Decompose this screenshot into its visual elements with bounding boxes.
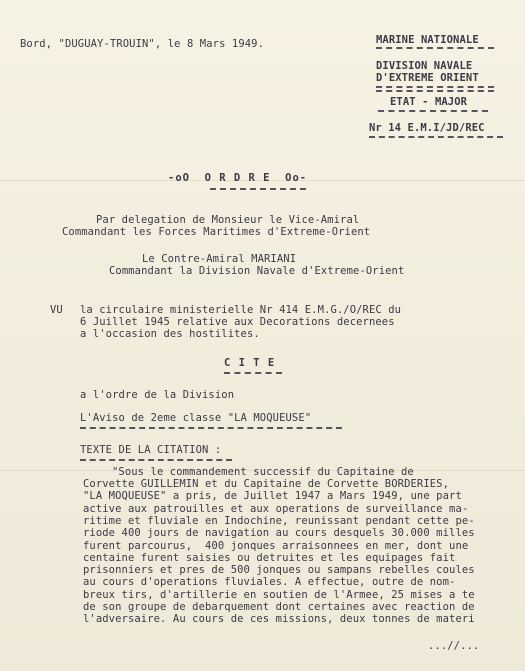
ship-underline bbox=[80, 427, 342, 429]
cite-heading: C I T E bbox=[224, 357, 276, 369]
citation-heading-underline bbox=[80, 459, 232, 461]
citation-line: breux tirs, d'artillerie en soutien de l'Armee, 25 mises a te bbox=[83, 589, 475, 601]
org-underline bbox=[378, 110, 488, 112]
citation-line: riode 400 jours de navigation au cours desquels 30.000 milles bbox=[83, 527, 475, 539]
citation-line: furent parcourus, 400 jonques arraisonnees en mer, dont une bbox=[83, 540, 469, 552]
citation-line: "Sous le commandement successif du Capitaine de bbox=[112, 466, 414, 478]
order-of-division: a l'ordre de la Division bbox=[80, 389, 235, 401]
citation-line: prisonniers et pres de 500 jonques ou sampans rebelles coules bbox=[83, 564, 475, 576]
place-date: Bord, "DUGUAY-TROUIN", le 8 Mars 1949. bbox=[20, 38, 265, 50]
citation-line: ritime et fluviale en Indochine, reunissant pendant cette pe- bbox=[83, 515, 475, 527]
ship-name: L'Aviso de 2eme classe "LA MOQUEUSE" bbox=[80, 412, 312, 424]
org-line-1: MARINE NATIONALE bbox=[376, 34, 479, 46]
vu-line-2: 6 Juillet 1945 relative aux Decorations decernees bbox=[80, 316, 395, 328]
org-underline bbox=[376, 47, 494, 49]
reference-underline bbox=[369, 136, 503, 138]
org-line-3: D'EXTREME ORIENT bbox=[376, 72, 479, 84]
citation-line: de son groupe de debarquement dont certaines avec reaction de bbox=[83, 601, 475, 613]
admiral-line-1: Le Contre-Amiral MARIANI bbox=[142, 253, 297, 265]
delegation-line-2: Commandant les Forces Maritimes d'Extreme-Orient bbox=[62, 226, 371, 238]
admiral-line-2: Commandant la Division Navale d'Extreme-Orient bbox=[109, 265, 405, 277]
citation-heading: TEXTE DE LA CITATION : bbox=[80, 444, 222, 456]
vu-label: VU bbox=[50, 304, 63, 316]
org-line-4: ETAT - MAJOR bbox=[390, 96, 468, 108]
reference-number: Nr 14 E.M.I/JD/REC bbox=[369, 122, 485, 134]
vu-line-3: a l'occasion des hostilites. bbox=[80, 328, 260, 340]
delegation-line-1: Par delegation de Monsieur le Vice-Amiral bbox=[96, 214, 360, 226]
org-line-2: DIVISION NAVALE bbox=[376, 60, 473, 72]
citation-line: l'adversaire. Au cours de ces missions, deux tonnes de materi bbox=[83, 613, 475, 625]
citation-line: au cours d'operations fluviales. A effectue, outre de nom- bbox=[83, 576, 456, 588]
org-underline bbox=[376, 90, 494, 92]
order-title-underline bbox=[210, 188, 306, 190]
citation-line: active aux patrouilles et aux operations de surveillance ma- bbox=[83, 503, 469, 515]
continuation-mark: ...//... bbox=[428, 640, 480, 652]
org-underline bbox=[376, 86, 494, 88]
citation-line: centaine furent saisies ou detruites et les equipages fait bbox=[83, 552, 456, 564]
cite-underline bbox=[224, 372, 282, 374]
order-title: -oO O R D R E Oo- bbox=[168, 172, 308, 184]
vu-line-1: la circulaire ministerielle Nr 414 E.M.G./O/REC du bbox=[80, 304, 402, 316]
citation-line: "LA MOQUEUSE" a pris, de Juillet 1947 a Mars 1949, une part bbox=[83, 490, 462, 502]
citation-line: Corvette GUILLEMIN et du Capitaine de Corvette BORDERIES, bbox=[83, 478, 450, 490]
